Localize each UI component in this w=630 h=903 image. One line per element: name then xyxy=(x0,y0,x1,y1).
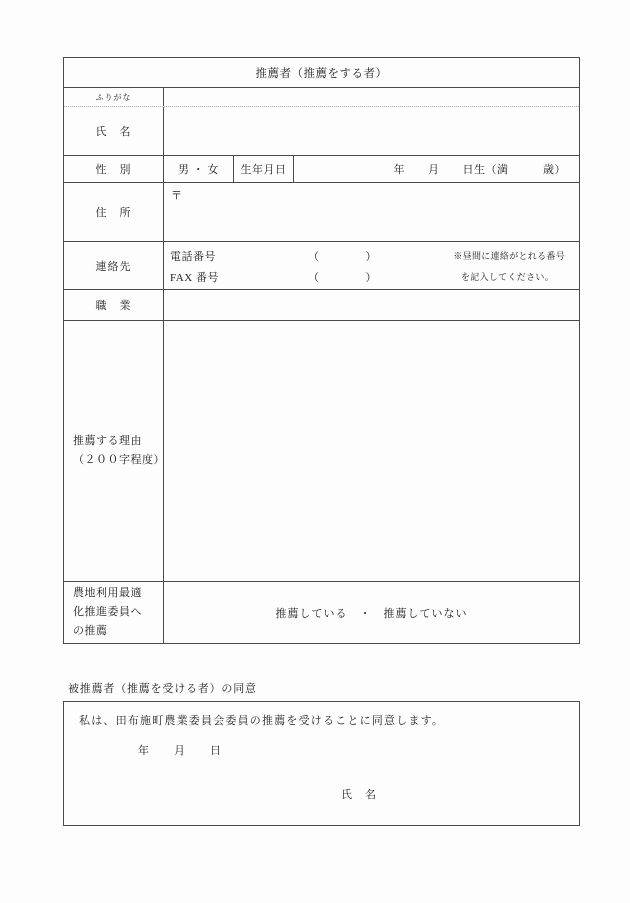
table-title: 推薦者（推薦をする者） xyxy=(255,67,388,80)
address-row xyxy=(64,183,579,242)
furigana-row xyxy=(64,88,579,107)
contact-note-line2: を記入してください。 xyxy=(460,272,554,282)
occupation-value-cell xyxy=(164,290,579,320)
consent-name-label: 氏 名 xyxy=(341,789,377,801)
address-value-cell xyxy=(164,183,579,241)
promotion-label xyxy=(64,582,164,643)
contact-note-line1: ※昼間に連絡がとれる番号 xyxy=(453,251,565,261)
occupation-label: 職 業 xyxy=(64,290,164,320)
reason-value-cell xyxy=(164,321,579,581)
contact-row xyxy=(64,242,579,290)
consent-date-line: 年 月 日 xyxy=(138,745,222,757)
gender-value: 男 ・ 女 xyxy=(164,156,234,182)
phone-parens: （ ） xyxy=(308,250,377,263)
contact-value-cell xyxy=(164,242,579,289)
promotion-label-line1: 農地利用最適 xyxy=(73,587,142,599)
reason-label-line2: （２００字程度） xyxy=(73,454,165,466)
consent-heading: 被推薦者（推薦を受ける者）の同意 xyxy=(68,683,257,695)
fax-line xyxy=(164,266,579,287)
reason-row xyxy=(64,321,579,582)
furigana-label: ふりがな xyxy=(64,88,164,106)
reason-label-line1: 推薦する理由 xyxy=(73,435,142,447)
postal-mark: 〒 xyxy=(171,190,183,202)
birthdate-label: 生年月日 xyxy=(234,156,294,182)
gender-row xyxy=(64,156,579,183)
name-row xyxy=(64,107,579,156)
contact-label: 連絡先 xyxy=(64,242,164,289)
fax-parens: （ ） xyxy=(308,271,377,284)
gender-label: 性 別 xyxy=(64,156,164,182)
promotion-label-line2: 化推進委員へ xyxy=(73,606,142,618)
phone-line xyxy=(164,245,579,266)
promotion-value: 推薦している ・ 推薦していない xyxy=(275,607,468,620)
promotion-label-line3: の推薦 xyxy=(73,625,108,637)
consent-box xyxy=(63,701,580,826)
name-label: 氏 名 xyxy=(64,107,164,155)
recommender-table xyxy=(63,57,580,644)
name-value-cell xyxy=(164,107,579,155)
phone-label: 電話番号 xyxy=(170,250,216,263)
consent-statement: 私は、田布施町農業委員会委員の推薦を受けることに同意します。 xyxy=(79,715,445,727)
promotion-row xyxy=(64,582,579,643)
furigana-value-cell xyxy=(164,88,579,106)
address-label: 住 所 xyxy=(64,183,164,241)
table-title-row xyxy=(64,58,579,88)
birthdate-value: 年 月 日生（満 歳） xyxy=(393,164,566,176)
reason-label xyxy=(64,321,164,581)
occupation-row xyxy=(64,290,579,321)
fax-label: FAX 番号 xyxy=(170,271,219,284)
